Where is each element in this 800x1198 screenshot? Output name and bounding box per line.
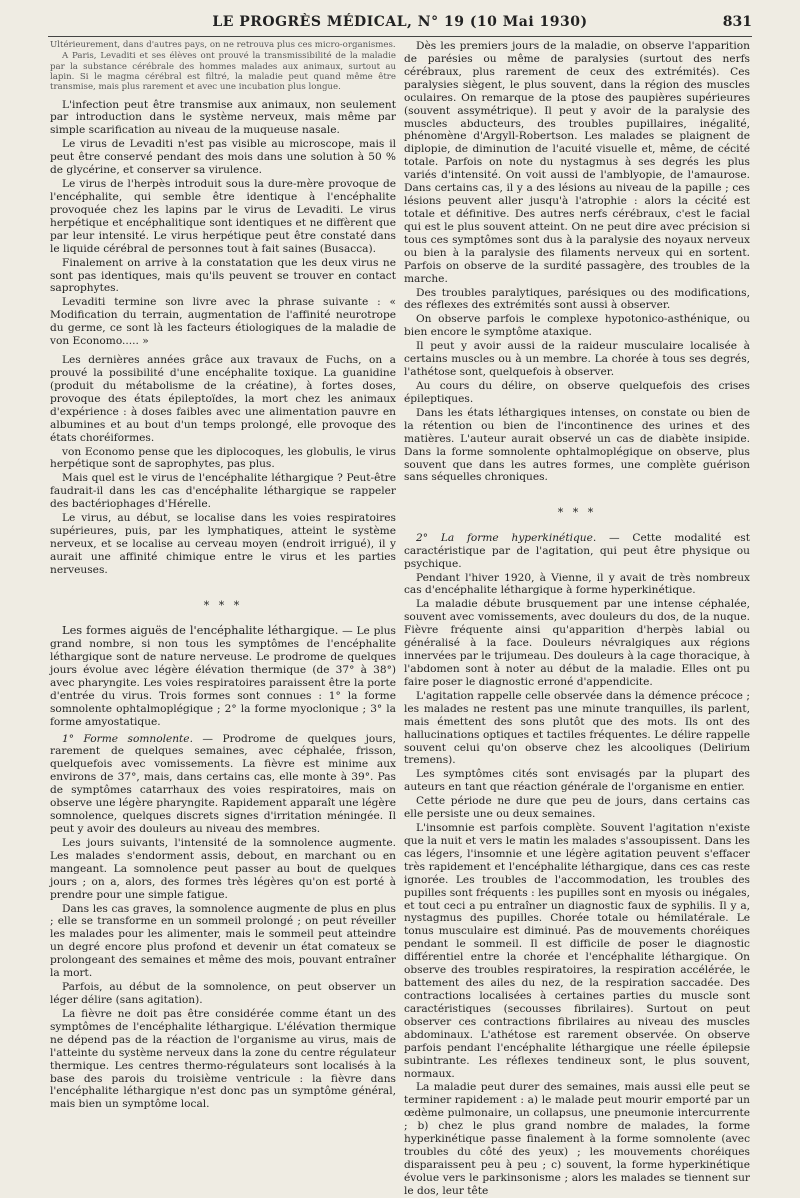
body-paragraph: Parfois, au début de la somnolence, on peut observer un léger délire (sans agitation). xyxy=(50,981,396,1006)
footnote-paragraph: A Paris, Levaditi et ses élèves ont prouvé la transmissibilité de la maladie par la substance cérébrale des hommes malades aux animaux, surtout au lapin. Si le magma cérébral est filtré, la maladie peut quand même être transmise, mais plus rarement et avec une incubation plus longue. xyxy=(50,51,396,93)
body-paragraph: Levaditi termine son livre avec la phrase suivante : « Modification du terrain, augmentation de l'affinité neurotrope du germe, ce sont là les facteurs étiologiques de la maladie de von Economo..... » xyxy=(50,296,396,348)
body-paragraph: Dans les cas graves, la somnolence augmente de plus en plus ; elle se transforme en un sommeil prolongé ; on peut réveiller les malades pour les alimenter, mais le sommeil peut atteindre un degré encore plus profond et devenir un état comateux se prolongeant des semaines et même des mois, pouvant entraîner la mort. xyxy=(50,902,396,980)
body-paragraph: Finalement on arrive à la constatation que les deux virus ne sont pas identiques, mais qu'ils peuvent se trouver en contact saprophytes. xyxy=(50,256,396,295)
subsection-paragraph xyxy=(404,532,750,571)
subsection-text: — Prodrome de quelques jours, rarement de quelques semaines, avec céphalée, frisson, quelquefois avec vomissements. La fièvre est minime aux environs de 37°, mais, dans certains cas, elle monte à 39°. Pas de symptômes catarrhaux des voies respiratoires, mais on observe une légère pharyngite. Rapidement apparaît une légère somnolence, quelques discrets signes d'irritation méningée. Il peut y avoir des douleurs au niveau des membres. xyxy=(50,732,396,835)
body-paragraph: Les dernières années grâce aux travaux de Fuchs, on a prouvé la possibilité d'une encéphalite toxique. La guanidine (produit du métabolisme de la créatine), à fortes doses, provoque des états épileptoïdes, la mort chez les animaux d'expérience : à doses faibles avec une alimentation pauvre en albumines et au bout d'un temps prolongé, elle provoque des états choréiformes. xyxy=(50,354,396,444)
body-paragraph: Dès les premiers jours de la maladie, on observe l'apparition de parésies ou même de paralysies (surtout des nerfs cérébraux, plus rarement de ceux des extrémités). Ces paralysies siègent, le plus souvent, dans la région des muscles oculaires. On remarque de la ptose des paupières supérieures (souvent assymétrique). Il peut y avoir de la paralysie des muscles abducteurs, des troubles pupillaires, inégalité, phénomène d'Argyll-Robertson. Les malades se plaignent de diplopie, de diminution de l'acuité visuelle et, même, de cécité totale. Parfois on note du nystagmus à ses degrés les plus variés d'intensité. On voit aussi de l'amblyopie, de l'amaurose. Dans certains cas, il y a des lésions au niveau de la papille ; ces lésions peuvent aller jusqu'à l'atrophie : alors la cécité est totale et définitive. Des autres nerfs cérébraux, c'est le facial qui est le plus souvent atteint. On ne peut dire avec précision si tous ces symptômes sont dus à la paralysie des noyaux nerveux ou bien à la paralysie des filaments nerveux qui en sortent. Parfois on observe de la surdité passagère, des troubles de la marche. xyxy=(404,40,750,285)
body-paragraph: La maladie débute brusquement par une intense céphalée, souvent avec vomissements, avec douleurs du dos, de la nuque. Fièvre fréquente ainsi qu'apparition d'herpès labial ou généralisé à la face. Douleurs névralgiques aux régions innervées par le trijumeau. Des douleurs à la cage thoracique, à l'abdomen sont à noter au début de la maladie. Elles ont pu faire poser le diagnostic erroné d'appendicite. xyxy=(404,598,750,688)
subsection-paragraph xyxy=(50,733,396,836)
body-paragraph: Des troubles paralytiques, parésiques ou des modifications, des réflexes des extrémités sont aussi à observer. xyxy=(404,286,750,312)
body-paragraph: L'insomnie est parfois complète. Souvent l'agitation n'existe que la nuit et vers le matin les malades s'assoupissent. Dans les cas légers, l'insomnie et une légère agitation peuvent s'effacer très rapidement et l'encéphalite léthargique, dans ces cas reste ignorée. Les troubles de l'accommodation, les troubles des pupilles sont fréquents : les pupilles sont en myosis ou inégales, et tout ceci a pu entraîner un diagnostic faux de syphilis. Il y a, nystagmus des pupilles. Chorée totale ou hémilatérale. Le tonus musculaire est diminué. Pas de mouvements choréiques pendant le sommeil. Il est difficile de poser le diagnostic différentiel entre la chorée et l'encéphalite léthargique. On observe des troubles respiratoires, la respiration accélérée, le battement des ailes du nez, de la respiration saccadée. Des contractions localisées à certaines parties du muscle sont caractéristiques (secousses fibrilaires). Surtout on peut observer ces contractions fibrilaires au niveau des muscles abdominaux. L'athétose est rarement observée. On observe parfois pendant l'encéphalite léthargique une réelle épilepsie subintrante. Les réflexes tendineux sont, le plus souvent, normaux. xyxy=(404,822,750,1080)
body-paragraph: La maladie peut durer des semaines, mais aussi elle peut se terminer rapidement : a) le malade peut mourir emporté par un œdème pulmonaire, un collapsus, une pneumonie intercurrente ; b) chez le plus grand nombre de malades, la forme hyperkinétique passe finalement à la forme somnolente (avec troubles du côté des yeux) ; les mouvements choréiques disparaissent peu à peu ; c) souvent, la forme hyperkinétique évolue vers le parkinsonisme ; alors les malades se tiennent sur le dos, leur tête xyxy=(404,1081,750,1197)
subsection-text: — Cette modalité est caractéristique par de l'agitation, qui peut être physique ou psychique. xyxy=(404,531,750,570)
body-paragraph: Les jours suivants, l'intensité de la somnolence augmente. Les malades s'endorment assis, debout, en marchant ou en mangeant. La somnolence peut passer au bout de quelques jours ; on a, alors, des formes très légères qu'on est porté à prendre pour une simple fatigue. xyxy=(50,836,396,901)
page-number: 831 xyxy=(722,14,752,30)
body-paragraph: La fièvre ne doit pas être considérée comme étant un des symptômes de l'encéphalite léthargique. L'élévation thermique ne dépend pas de la réaction de l'organisme au virus, mais de l'atteinte du système nerveux dans la zone du centre régulateur thermique. Les centres thermo-régulateurs sont localisés à la base des parois du troisième ventricule : la fièvre dans l'encéphalite léthargique n'est donc pas un symptôme général, mais bien un symptôme local. xyxy=(50,1007,396,1111)
body-paragraph: On observe parfois le complexe hypotonico-asthénique, ou bien encore le symptôme ataxique. xyxy=(404,313,750,339)
subsection-heading: 1° Forme somnolente. xyxy=(62,732,193,745)
left-column xyxy=(50,40,396,1111)
body-paragraph: Pendant l'hiver 1920, à Vienne, il y avait de très nombreux cas d'encéphalite léthargique à forme hyperkinétique. xyxy=(404,571,750,597)
subsection-heading: 2° La forme hyperkinétique. xyxy=(416,531,597,544)
right-column xyxy=(404,40,750,1197)
body-paragraph: Le virus de Levaditi n'est pas visible au microscope, mais il peut être conservé pendant des mois dans une solution à 50 % de glycérine, et conserver sa virulence. xyxy=(50,138,396,177)
section-intro-text: — Le plus grand nombre, si non tous les symptômes de l'encéphalite léthargique sont de nature nerveuse. Le prodrome de quelques jours évolue avec légère élévation thermique (de 37° à 38°) avec pharyngite. Les voies respiratoires paraissent être la porte d'entrée du virus. Trois formes sont connues : 1° la forme somnolente ophtalmoplégique ; 2° la forme myoclonique ; 3° la forme amyostatique. xyxy=(50,625,396,728)
section-paragraph xyxy=(50,624,396,728)
body-paragraph: Cette période ne dure que peu de jours, dans certains cas elle persiste une ou deux semaines. xyxy=(404,795,750,821)
section-heading: Les formes aiguës de l'encéphalite léthargique. xyxy=(62,623,339,638)
body-paragraph: Dans les états léthargiques intenses, on constate ou bien de la rétention ou bien de l'incontinence des urines et des matières. L'auteur aurait observé un cas de diabète insipide. Dans la forme somnolente ophtalmoplégique on observe, plus souvent que dans les autres formes, une complète guérison sans séquelles chroniques. xyxy=(404,406,750,484)
body-paragraph: Au cours du délire, on observe quelquefois des crises épileptiques. xyxy=(404,379,750,405)
running-header xyxy=(48,12,752,34)
journal-title: LE PROGRÈS MÉDICAL, N° 19 (10 Mai 1930) xyxy=(212,14,588,30)
body-paragraph: L'infection peut être transmise aux animaux, non seulement par introduction dans le système nerveux, mais même par simple scarification au niveau de la muqueuse nasale. xyxy=(50,98,396,137)
body-paragraph: von Economo pense que les diplocoques, les globulis, le virus herpétique sont de saprophytes, pas plus. xyxy=(50,445,396,471)
section-separator: * * * xyxy=(557,506,597,520)
body-paragraph: Mais quel est le virus de l'encéphalite léthargique ? Peut-être faudrait-il dans les cas d'encéphalite léthargique se rappeler des bactériophages d'Hérelle. xyxy=(50,472,396,511)
body-paragraph: Le virus, au début, se localise dans les voies respiratoires supérieures, puis, par les lymphatiques, atteint le système nerveux, et se localise au cerveau moyen (endroit irrigué), il y aurait une affinité chimique entre le virus et les parties nerveuses. xyxy=(50,512,396,576)
section-separator: * * * xyxy=(203,598,243,612)
body-paragraph: Les symptômes cités sont envisagés par la plupart des auteurs en tant que réaction générale de l'organisme en entier. xyxy=(404,768,750,794)
body-paragraph: Le virus de l'herpès introduit sous la dure-mère provoque de l'encéphalite, qui semble être identique à l'encéphalite provoquée chez les lapins par le virus de Levaditi. Le virus herpétique et encéphalitique sont identiques et ne diffèrent que par leur intensité. Le virus herpétique peut être constaté dans le liquide cérébral de personnes tout à fait saines (Busacca). xyxy=(50,178,396,255)
body-paragraph: L'agitation rappelle celle observée dans la démence précoce ; les malades ne restent pas une minute tranquilles, ils parlent, mais émettent des sons plutôt que des mots. Ils ont des hallucinations optiques et tactiles fréquentes. Le délire rappelle souvent celui qu'on observe chez les alcooliques (Delirium tremens). xyxy=(404,689,750,767)
footnote-paragraph: Ultérieurement, dans d'autres pays, on ne retrouva plus ces micro-organismes. xyxy=(50,40,396,50)
header-rule xyxy=(48,36,752,37)
body-paragraph: Il peut y avoir aussi de la raideur musculaire localisée à certains muscles ou à un membre. La chorée à tous ses degrés, l'athétose sont, quelquefois à observer. xyxy=(404,340,750,379)
